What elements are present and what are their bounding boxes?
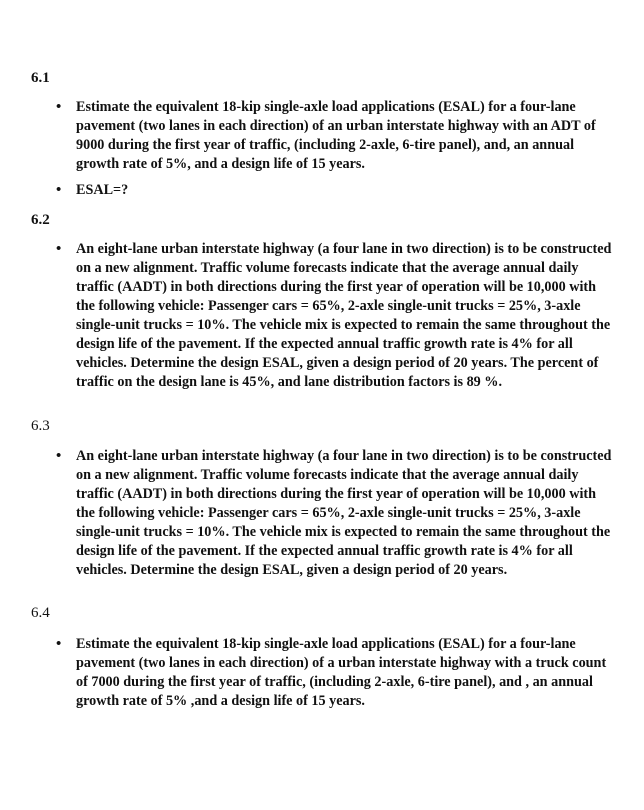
bullet-icon: •: [56, 448, 62, 464]
list-item: [56, 240, 616, 392]
question-text: An eight-lane urban interstate highway (a four lane in two direction) is to be constructed on a new alignment. Traffic volume forecasts indicate that the average annual daily traffic (AADT) in both directions during the first year of operation will be 10,000 with the following vehicle: Passenger cars = 65%, 2-axle single-unit trucks = 25%, 3-axle single-unit trucks = 10%. The vehicle mix is expected to remain the same throughout the design life of the pavement. If the expected annual traffic growth rate is 4% for all vehicles. Determine the design ESAL, given a design period of 20 years. The percent of traffic on the design lane is 45%, and lane distribution factors is 89 %.: [76, 241, 612, 390]
section-number-6-3: 6.3: [31, 418, 50, 434]
bullet-icon: •: [56, 99, 62, 115]
list-item: [56, 98, 616, 174]
list-item: [56, 447, 616, 580]
section-number-6-4: 6.4: [31, 605, 50, 621]
question-text: ESAL=?: [76, 182, 129, 198]
section-number-6-2: 6.2: [31, 212, 50, 228]
list-item: [56, 181, 616, 200]
question-text: Estimate the equivalent 18-kip single-axle load applications (ESAL) for a four-lane pavement (two lanes in each direction) of a urban interstate highway with a truck count of 7000 during the first year of traffic, (including 2-axle, 6-tire panel), and , an annual growth rate of 5% ,and a design life of 15 years.: [76, 636, 607, 709]
section-number-6-1: 6.1: [31, 70, 50, 86]
list-item: [56, 635, 616, 711]
question-text: Estimate the equivalent 18-kip single-axle load applications (ESAL) for a four-lane pavement (two lanes in each direction) of an urban interstate highway with an ADT of 9000 during the first year of traffic, (including 2-axle, 6-tire panel), and, an annual growth rate of 5%, and a design life of 15 years.: [76, 99, 596, 172]
bullet-icon: •: [56, 182, 62, 198]
bullet-icon: •: [56, 241, 62, 257]
bullet-icon: •: [56, 636, 62, 652]
question-text: An eight-lane urban interstate highway (a four lane in two direction) is to be constructed on a new alignment. Traffic volume forecasts indicate that the average annual daily traffic (AADT) in both directions during the first year of operation will be 10,000 with the following vehicle: Passenger cars = 65%, 2-axle single-unit trucks = 25%, 3-axle single-unit trucks = 10%. The vehicle mix is expected to remain the same throughout the design life of the pavement. If the expected annual traffic growth rate is 4% for all vehicles. Determine the design ESAL, given a design period of 20 years.: [76, 448, 612, 578]
